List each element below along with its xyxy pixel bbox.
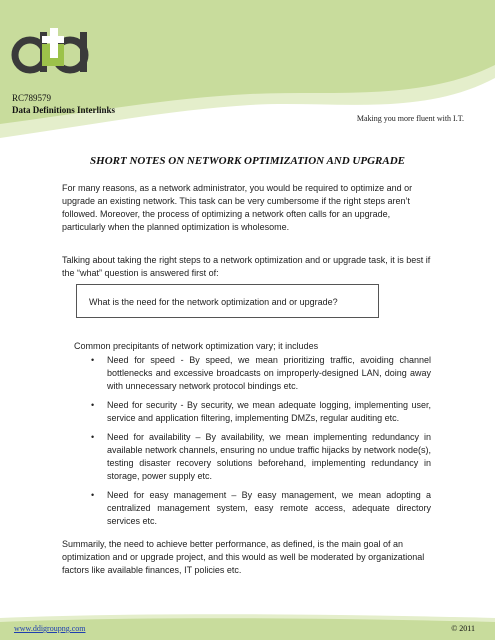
bullet-icon: • [91, 355, 95, 365]
precipitants-list [91, 354, 431, 534]
list-item [91, 431, 431, 483]
website-link[interactable]: www.ddigroupng.com [14, 624, 86, 633]
bullet-icon: • [91, 400, 95, 410]
bullet-text: Need for availability – By availability, we mean implementing redundancy in available network channels, ensuring no undue traffic hijacks by network node(s), testing disaster recovery solutions beforehand, implementing redundancy in storage, power supply etc. [107, 432, 431, 481]
tagline: Making you more fluent with I.T. [356, 114, 464, 123]
list-item [91, 399, 431, 425]
ddi-logo-icon [10, 22, 105, 84]
copyright-text: © 2011 [451, 624, 475, 633]
bullet-icon: • [91, 490, 95, 500]
paragraph-intro: For many reasons, as a network administrator, you would be required to optimize and or upgrade an existing network. This task can be very cumbersome if the right steps aren’t followed. Moreover, the process of optimizing a network often calls for an upgrade, particularly when the planned optimization is wholesome. [62, 183, 413, 232]
list-item [91, 489, 431, 528]
bullet-text: Need for speed - By speed, we mean prioritizing traffic, avoiding channel bottlenecks and excessive broadcasts on improperly-designed LAN, doing away with unnecessary network protocol bindings etc. [107, 355, 431, 391]
question-callout-box: What is the need for the network optimization and or upgrade? [76, 284, 379, 318]
list-item [91, 354, 431, 393]
paragraph-summary: Summarily, the need to achieve better performance, as defined, is the main goal of an optimization and or upgrade project, and this would as well be moderated by organizational factors like available finances, IT policies etc. [62, 539, 425, 575]
precipitants-intro: Common precipitants of network optimization vary; it includes [74, 341, 319, 351]
bullet-icon: • [91, 432, 95, 442]
bullet-text: Need for security - By security, we mean adequate logging, implementing user, service and application filtering, implementing DMZs, regular auditing etc. [107, 400, 431, 423]
document-title: SHORT NOTES ON NETWORK OPTIMIZATION AND UPGRADE [90, 155, 405, 167]
document-id: RC789579 [12, 93, 52, 103]
paragraph-question: Talking about taking the right steps to a network optimization and or upgrade task, it is best if the “what” question is answered first of: [62, 255, 431, 278]
company-name: Data Definitions Interlinks [12, 105, 116, 115]
bullet-text: Need for easy management – By easy management, we mean adopting a centralized management system, easy remote access, adequate directory services etc. [107, 490, 431, 526]
